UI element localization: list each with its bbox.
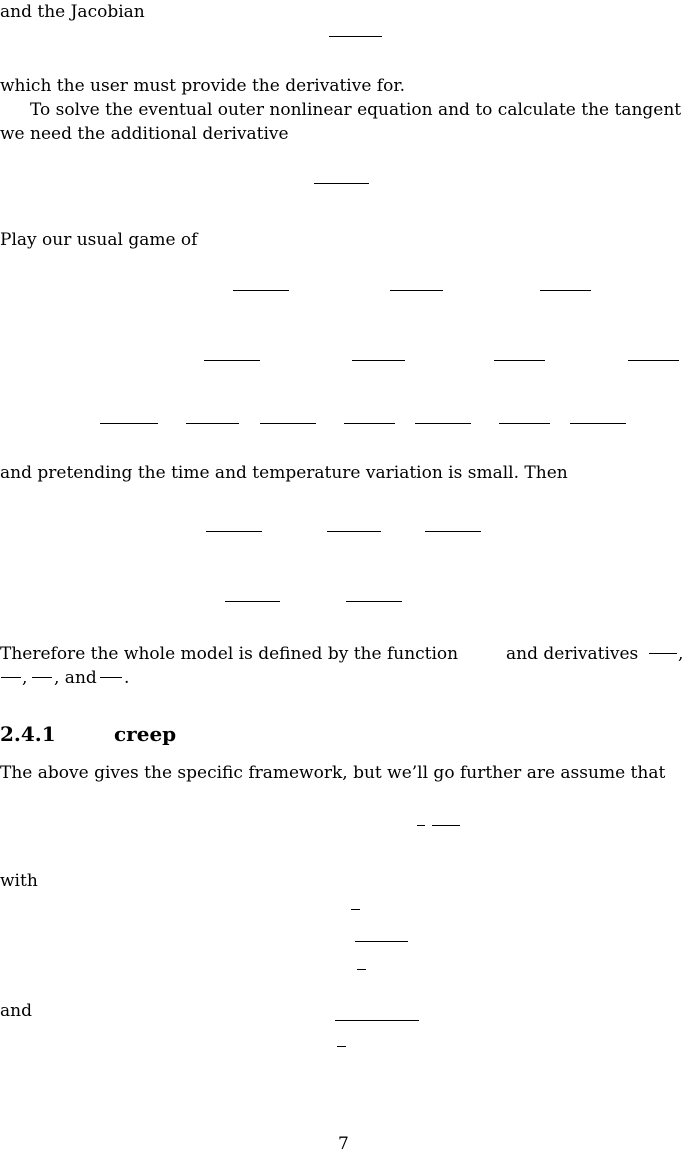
fraction-bar-inline-1 xyxy=(649,653,677,654)
text-whole-model-a: Therefore the whole model is defined by the function xyxy=(0,644,459,664)
text-whole-model-b: and derivatives xyxy=(506,644,639,664)
text-specific-framework: The above gives the specific framework, but we’ll go further are assume that xyxy=(0,763,666,783)
fraction-bar-inline-3 xyxy=(32,677,52,678)
fraction-bar-game-4 xyxy=(204,360,260,361)
fraction-bar-then-5 xyxy=(346,601,402,602)
fraction-bar-inline-2 xyxy=(1,677,21,678)
page-number: 7 xyxy=(338,1134,349,1154)
fraction-bar-game-10 xyxy=(260,423,316,424)
fraction-bar-game-6 xyxy=(494,360,545,361)
fraction-bar-additional-derivative xyxy=(314,183,369,184)
fraction-bar-then-2 xyxy=(327,531,381,532)
text-comma-end-line1: , xyxy=(678,644,684,664)
fraction-bar-game-8 xyxy=(100,423,158,424)
fraction-bar-inline-4 xyxy=(100,677,122,678)
fraction-bar-game-12 xyxy=(415,423,471,424)
text-user-must-provide: which the user must provide the derivative for. xyxy=(0,76,405,96)
fraction-bar-game-5 xyxy=(352,360,405,361)
text-and: and xyxy=(0,1001,32,1021)
fraction-bar-then-3 xyxy=(425,531,481,532)
text-outer-nonlinear-line1: To solve the eventual outer nonlinear equation and to calculate the tangent xyxy=(30,100,682,120)
text-and-the-jacobian: and the Jacobian xyxy=(0,2,145,22)
section-number: 2.4.1 xyxy=(0,722,56,746)
fraction-bar-game-13 xyxy=(499,423,550,424)
fraction-bar-game-14 xyxy=(570,423,626,424)
fraction-bar-game-2 xyxy=(390,290,443,291)
fraction-bar-and-1 xyxy=(335,1020,419,1021)
fraction-bar-with-2 xyxy=(355,941,408,942)
fraction-bar-with-1 xyxy=(351,909,360,910)
fraction-bar-game-1 xyxy=(233,290,289,291)
fraction-bar-game-7 xyxy=(628,360,679,361)
fraction-bar-jacobian xyxy=(329,36,382,37)
fraction-bar-creep-small xyxy=(417,825,425,826)
fraction-bar-game-9 xyxy=(186,423,239,424)
text-derivative-list-and: , and xyxy=(54,668,97,688)
fraction-bar-game-3 xyxy=(540,290,591,291)
fraction-bar-with-3 xyxy=(357,969,366,970)
fraction-bar-then-4 xyxy=(225,601,280,602)
fraction-bar-and-2 xyxy=(337,1046,346,1047)
text-with: with xyxy=(0,871,38,891)
section-title: creep xyxy=(114,722,177,746)
fraction-bar-game-11 xyxy=(344,423,395,424)
fraction-bar-creep-main xyxy=(432,825,460,826)
fraction-bar-then-1 xyxy=(206,531,262,532)
text-outer-nonlinear-line2: we need the additional derivative xyxy=(0,124,289,144)
text-derivative-list-comma: , xyxy=(22,668,28,688)
text-pretending-small: and pretending the time and temperature variation is small. Then xyxy=(0,463,568,483)
text-play-usual-game: Play our usual game of xyxy=(0,230,198,250)
text-derivative-list-period: . xyxy=(124,668,130,688)
